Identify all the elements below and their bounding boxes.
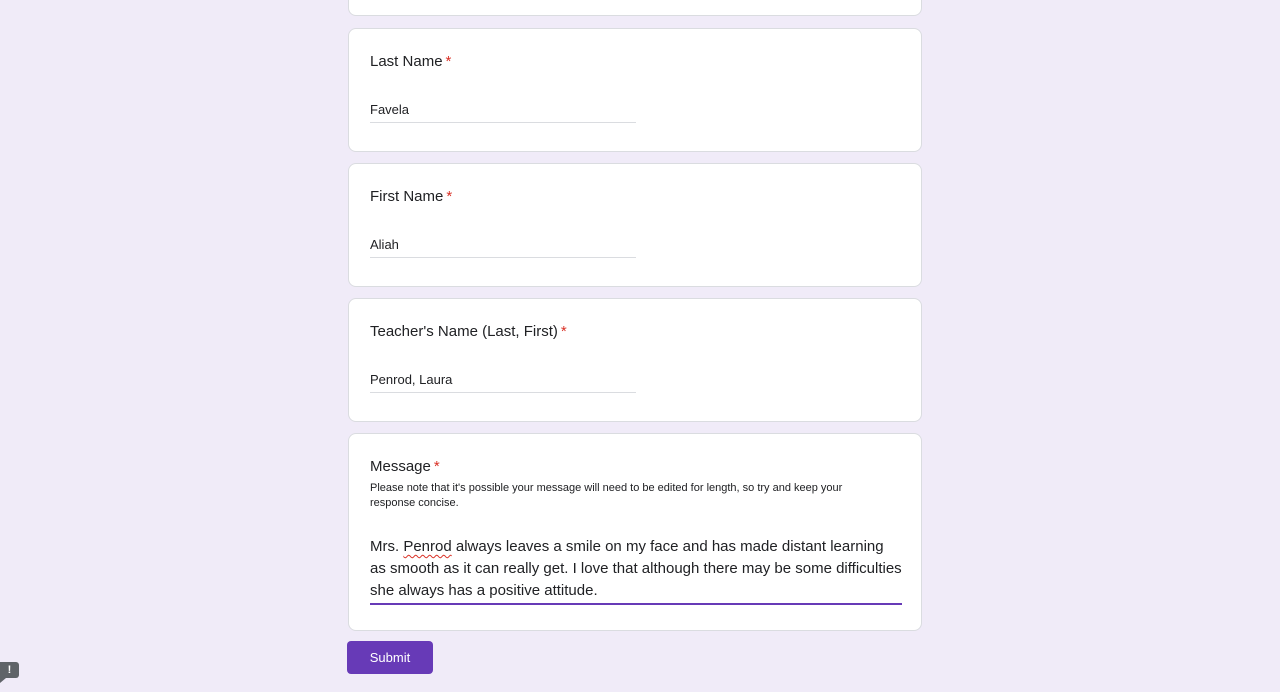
report-issue-button[interactable] — [0, 662, 19, 678]
question-title-last-name: Last Name * — [370, 53, 452, 70]
required-asterisk: * — [560, 323, 567, 340]
question-title-message: Message * — [370, 458, 440, 475]
required-asterisk: * — [445, 53, 452, 70]
question-card-message — [348, 433, 922, 631]
message-textarea[interactable]: Mrs. Penrod always leaves a smile on my face and has made distant learning as smooth as it can really get. I love that although there may be some difficulties she always has a positive attitude. — [370, 536, 902, 605]
misspelled-word: Penrod — [403, 538, 452, 555]
submit-button[interactable]: Submit — [347, 641, 433, 674]
question-card-teacher-name — [348, 298, 922, 422]
previous-question-card — [348, 0, 922, 16]
teacher-name-input[interactable] — [370, 367, 636, 393]
required-asterisk: * — [433, 458, 440, 475]
report-issue-icon: ! — [7, 664, 12, 676]
message-description: Please note that it's possible your message will need to be edited for length, so try and keep your response concise. — [370, 482, 843, 509]
question-title-teacher-name: Teacher's Name (Last, First) * — [370, 323, 567, 340]
question-card-last-name — [348, 28, 922, 152]
question-card-first-name — [348, 163, 922, 287]
last-name-input[interactable] — [370, 97, 636, 123]
question-title-first-name: First Name * — [370, 188, 453, 205]
first-name-input[interactable] — [370, 232, 636, 258]
required-asterisk: * — [446, 188, 453, 205]
